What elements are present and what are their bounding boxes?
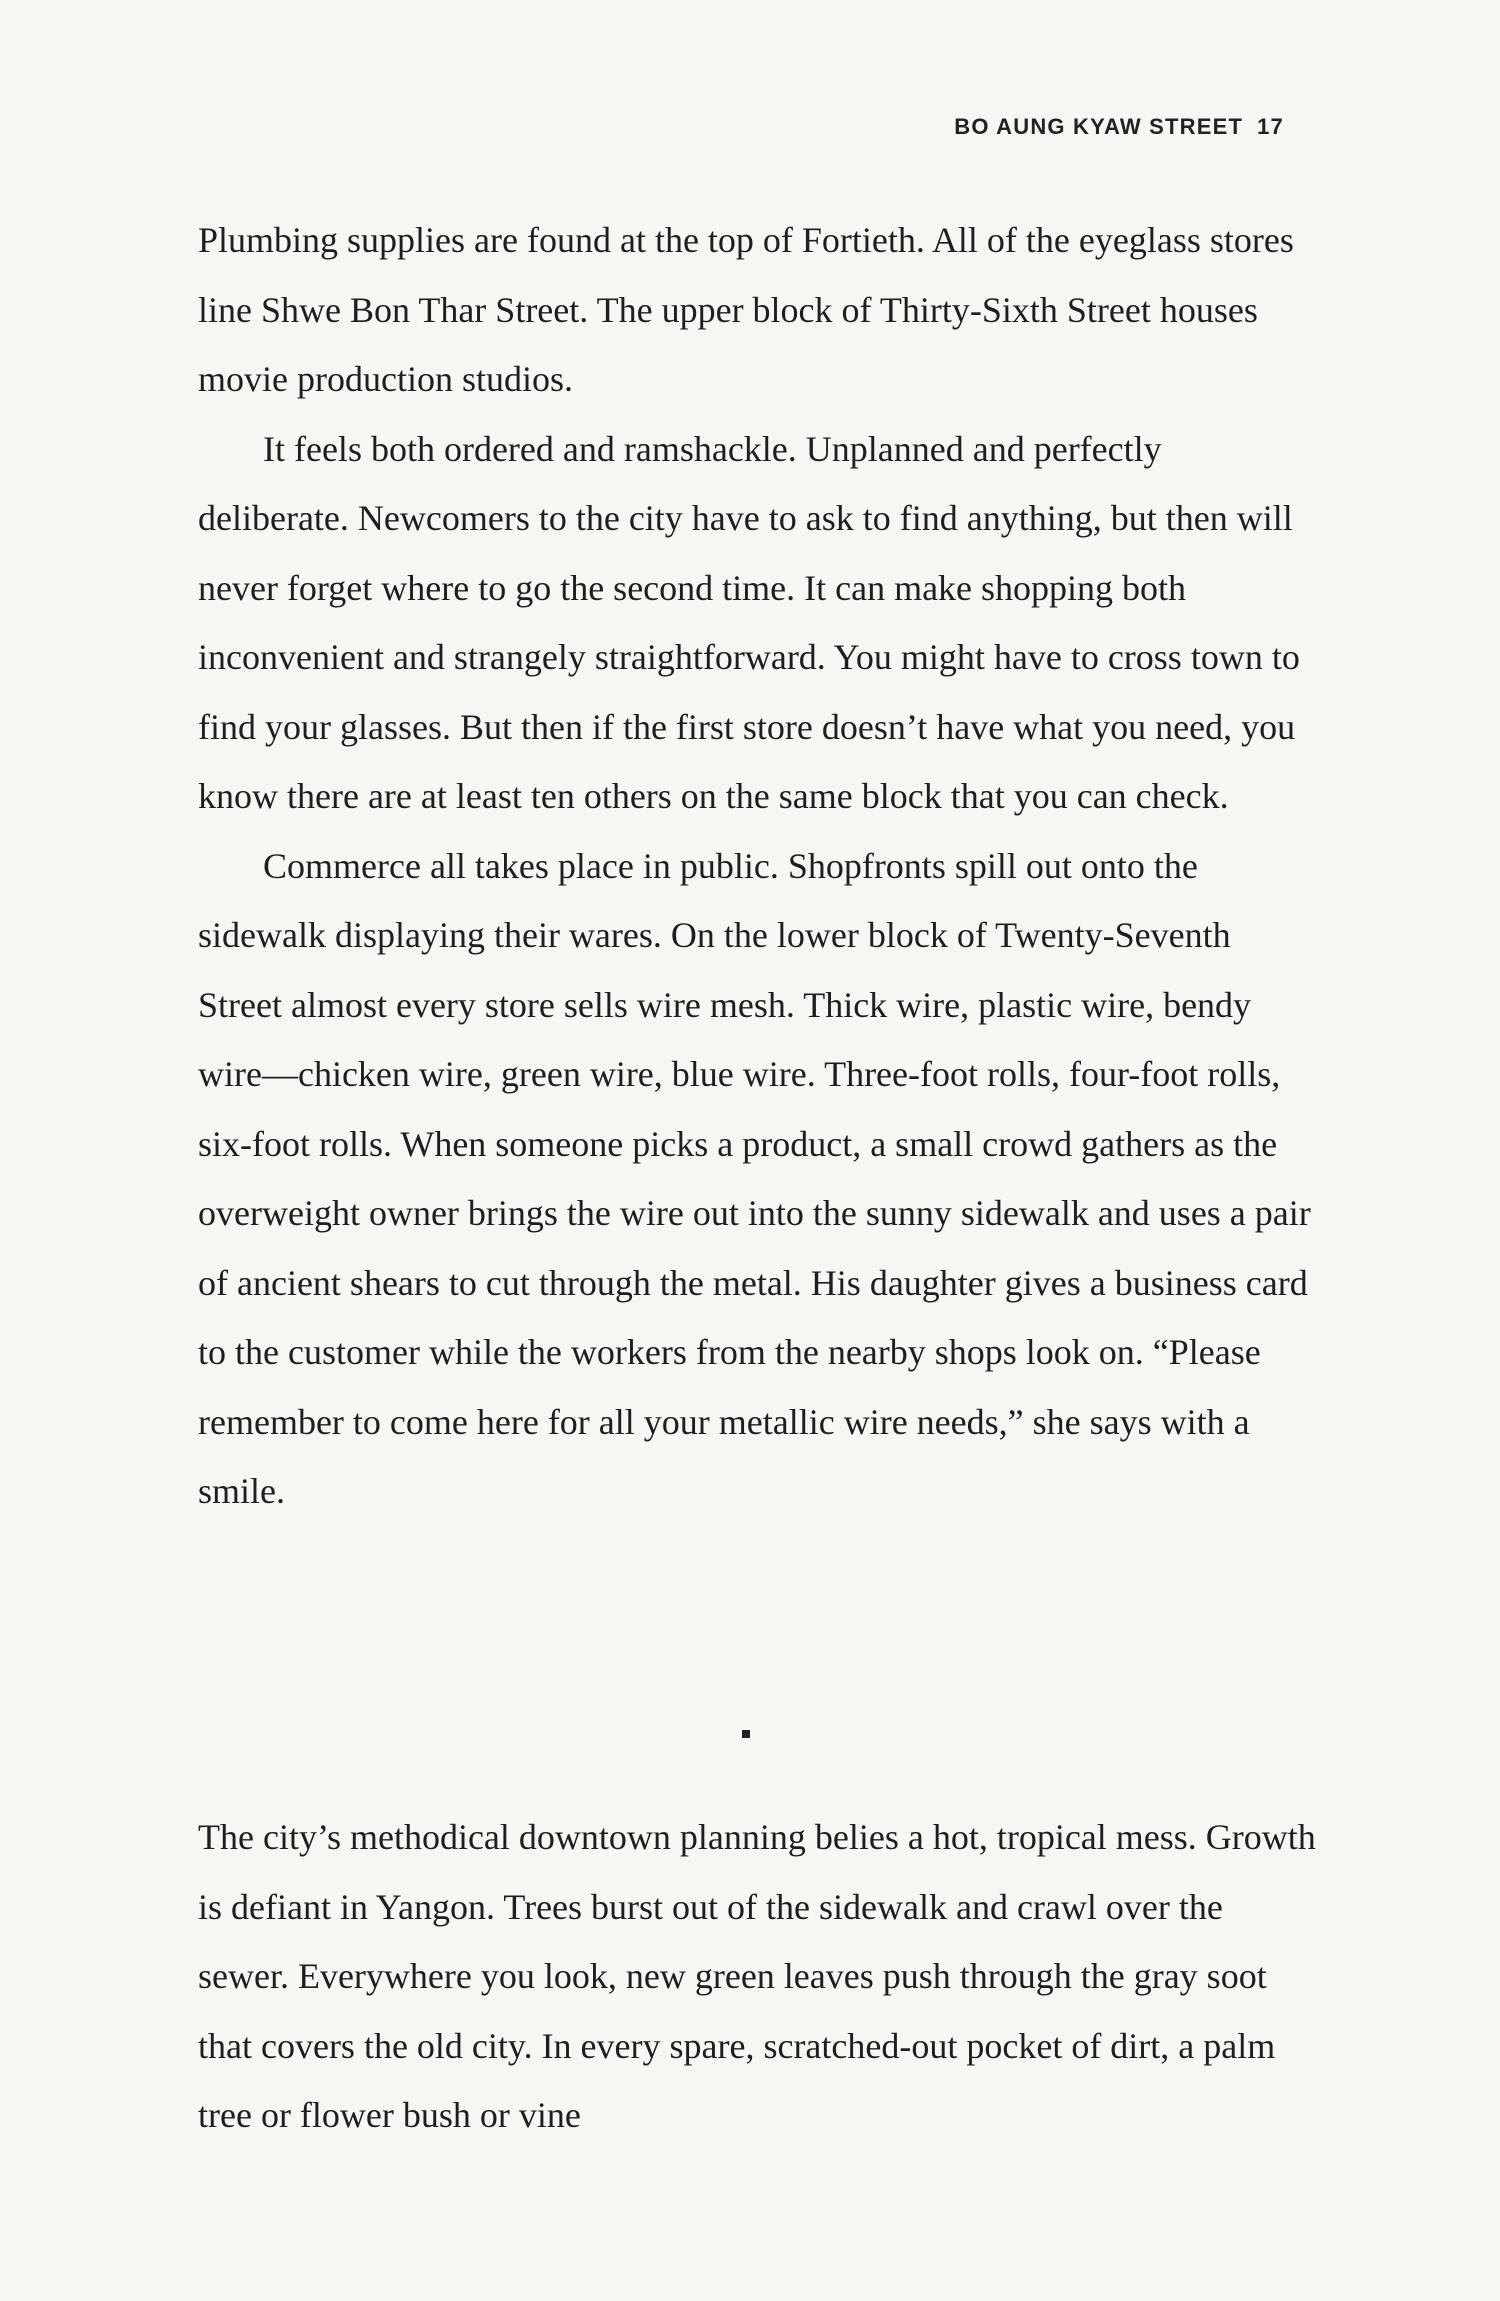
page-number: 17 bbox=[1257, 114, 1284, 139]
running-header bbox=[954, 114, 1284, 140]
paragraph: The city’s methodical downtown planning belies a hot, tropical mess. Growth is defiant in Yangon. Trees burst out of the sidewalk and crawl over the sewer. Everywhere you look, new green leaves push through the gray soot that covers the old city. In every spare, scratched-out pocket of dirt, a palm tree or flower bush or vine bbox=[198, 1817, 1316, 2135]
paragraph: It feels both ordered and ramshackle. Unplanned and perfectly deliberate. Newcomers to the city have to ask to find anything, but then will never forget where to go the second time. It can make shopping both inconvenient and strangely straightforward. You might have to cross town to find your glasses. But then if the first store doesn’t have what you need, you know there are at least ten others on the same block that you can check. bbox=[198, 428, 1300, 816]
paragraph: Plumbing supplies are found at the top of Fortieth. All of the eyeglass stores line Shwe Bon Thar Street. The upper block of Thirty-Sixth Street houses movie production studios. bbox=[198, 220, 1294, 399]
section-break-ornament bbox=[742, 1730, 750, 1738]
section-1-body bbox=[198, 206, 1318, 1527]
paragraph: Commerce all takes place in public. Shopfronts spill out onto the sidewalk displaying their wares. On the lower block of Twenty-Seventh Street almost every store sells wire mesh. Thick wire, plastic wire, bendy wire—chicken wire, green wire, blue wire. Three-foot rolls, four-foot rolls, six-foot rolls. When someone picks a product, a small crowd gathers as the overweight owner brings the wire out into the sunny sidewalk and uses a pair of ancient shears to cut through the metal. His daughter gives a business card to the customer while the workers from the nearby shops look on. “Please remember to come here for all your metallic wire needs,” she says with a smile. bbox=[198, 845, 1311, 1511]
running-title: BO AUNG KYAW STREET bbox=[954, 114, 1244, 139]
section-2-body bbox=[198, 1803, 1318, 2151]
